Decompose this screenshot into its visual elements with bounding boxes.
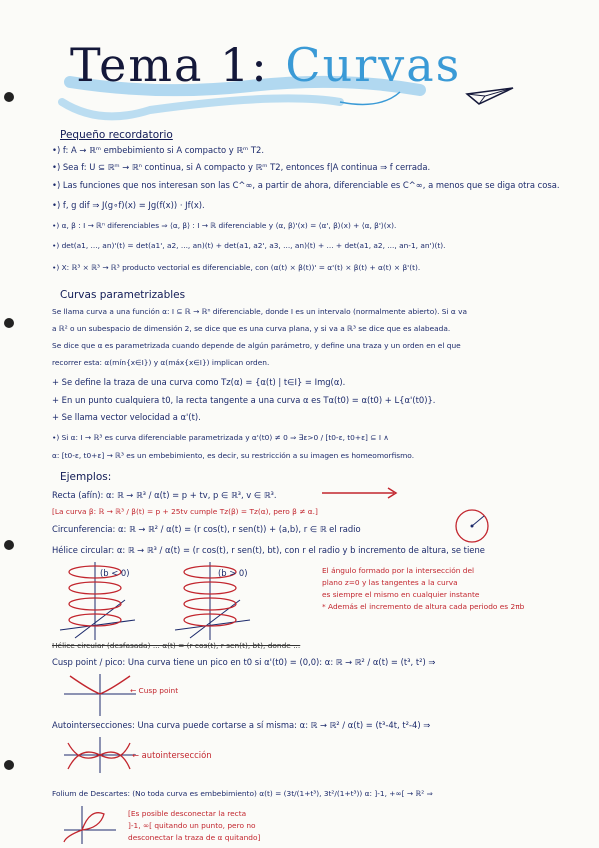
helix-b-pos-label: (b > 0) <box>218 568 248 578</box>
helix-note: * Además el incremento de altura cada periodo es 2πb <box>322 602 525 611</box>
param-line: + Se define la traza de una curva como Tz(α) = {α(t) | t∈I} = Img(α). <box>52 377 346 387</box>
param-line: a ℝ² o un subespacio de dimensión 2, se dice que es una curva plana, y si va a ℝ³ se dice que es alabeada. <box>52 324 451 333</box>
recta-arrow-sketch <box>320 486 400 500</box>
recordatorio-line: •) Las funciones que nos interesan son las C^∞, a partir de ahora, diferenciable es C^∞, a menos que se diga otra cosa. <box>52 180 560 190</box>
param-line: + Se llama vector velocidad a α'(t). <box>52 412 201 422</box>
helix-note: es siempre el mismo en cualquier instante <box>322 590 480 599</box>
page-title <box>70 38 461 92</box>
helix-b-neg-label: (b < 0) <box>100 568 130 578</box>
paper-plane-icon <box>465 82 515 110</box>
example-recta: Recta (afín): α: ℝ → ℝ³ / α(t) = p + tv, p ∈ ℝ³, v ∈ ℝ³. <box>52 490 277 500</box>
param-line: recorrer esta: α(mín{x∈I}) y α(máx{x∈I}) implican orden. <box>52 358 270 367</box>
binder-hole <box>4 760 14 770</box>
title-block <box>40 30 510 125</box>
recordatorio-line: •) f: A → ℝᵐ embebimiento si A compacto y ℝᵐ T2. <box>52 145 265 155</box>
recordatorio-line: •) X: ℝ³ × ℝ³ → ℝ³ producto vectorial es diferenciable, con (α(t) × β(t))' = α'(t) × β(t) + α(t) × β'(t). <box>52 263 421 272</box>
helix-note: El ángulo formado por la intersección del <box>322 566 475 575</box>
section-heading: Ejemplos: <box>60 471 112 483</box>
example-cusp: Cusp point / pico: Una curva tiene un pico en t0 si α'(t0) = (0,0): α: ℝ → ℝ² / α(t) = (t³, t²) ⇒ <box>52 657 436 667</box>
param-line: Se dice que α es parametrizada cuando depende de algún parámetro, y define una traza y un orden en el que <box>52 341 461 350</box>
section-heading: Curvas parametrizables <box>60 289 186 301</box>
cusp-sketch <box>60 672 140 717</box>
recordatorio-line: •) det(a1, ..., an)'(t) = det(a1', a2, ..., an)(t) + det(a1, a2', a3, ..., an)(t) + ... + det(a1, a2, ..., an-1, an')(t). <box>52 241 446 250</box>
param-line: α: [t0-ε, t0+ε] → ℝ³ es un embebimiento, es decir, su restricción a su imagen es homeomorfismo. <box>52 451 415 460</box>
param-line: •) Si α: I → ℝ³ es curva diferenciable parametrizada y α'(t0) ≠ 0 ⇒ ∃ε>0 / [t0-ε, t0+ε] ⊆ I ∧ <box>52 433 389 442</box>
param-line: Se llama curva a una función α: I ⊆ ℝ → ℝⁿ diferenciable, donde I es un intervalo (normalmente abierto). Si α va <box>52 307 468 316</box>
autointersection-sketch <box>60 735 140 775</box>
folium-note: [Es posible desconectar la recta <box>128 809 247 818</box>
binder-hole <box>4 92 14 102</box>
folium-sketch <box>60 804 120 844</box>
example-autointerseccion: Autointersecciones: Una curva puede cortarse a sí misma: α: ℝ → ℝ² / α(t) = (t³-4t, t²-4) ⇒ <box>52 720 431 730</box>
param-line: + En un punto cualquiera t0, la recta tangente a una curva α es Tα(t0) = α(t0) + L{α'(t0)}. <box>52 395 436 405</box>
section-heading: Pequeño recordatorio <box>60 129 173 141</box>
helix-note: plano z=0 y las tangentes a la curva <box>322 578 458 587</box>
recordatorio-line: •) Sea f: U ⊆ ℝᵐ → ℝⁿ continua, si A compacto y ℝᵐ T2, entonces f|A continua ⇒ f cerrada. <box>52 162 431 172</box>
example-circunferencia: Circunferencia: α: ℝ → ℝ² / α(t) = (r cos(t), r sen(t)) + (a,b), r ∈ ℝ el radio <box>52 524 361 534</box>
folium-note: ]-1, ∞[ quitando un punto, pero no <box>128 821 256 830</box>
binder-hole <box>4 318 14 328</box>
example-recta-note: [La curva β: ℝ → ℝ³ / β(t) = p + 25tv cumple Tz(β) = Tz(α), pero β ≠ α.] <box>52 507 318 516</box>
example-helice: Hélice circular: α: ℝ → ℝ³ / α(t) = (r cos(t), r sen(t), bt), con r el radio y b incremento de altura, se tiene <box>52 545 485 555</box>
example-folium: Folium de Descartes: (No toda curva es embebimiento) α(t) = (3t/(1+t³), 3t²/(1+t³)) α: ]-1, +∞[ → ℝ² ⇒ <box>52 789 433 798</box>
recordatorio-line: •) f, g dif ⇒ J(g∘f)(x) = Jg(f(x)) · Jf(x). <box>52 200 205 210</box>
circle-sketch <box>452 506 492 546</box>
folium-note: desconectar la traza de α quitando] <box>128 833 261 842</box>
title-part1: Tema 1: <box>70 38 269 92</box>
auto-label: ← autointersección <box>132 750 212 760</box>
struck-line: Hélice circular (desfasada) ... α(t) = (r cos(t), r sen(t), bt), donde ... <box>52 641 301 650</box>
title-part2: Curvas <box>285 38 462 92</box>
recordatorio-line: •) α, β : I → ℝⁿ diferenciables ⇒ ⟨α, β⟩ : I → ℝ diferenciable y ⟨α, β⟩'(x) = ⟨α', β⟩(x) + ⟨α, β'⟩(x). <box>52 221 397 230</box>
cusp-label: ← Cusp point <box>130 686 179 695</box>
binder-hole <box>4 540 14 550</box>
